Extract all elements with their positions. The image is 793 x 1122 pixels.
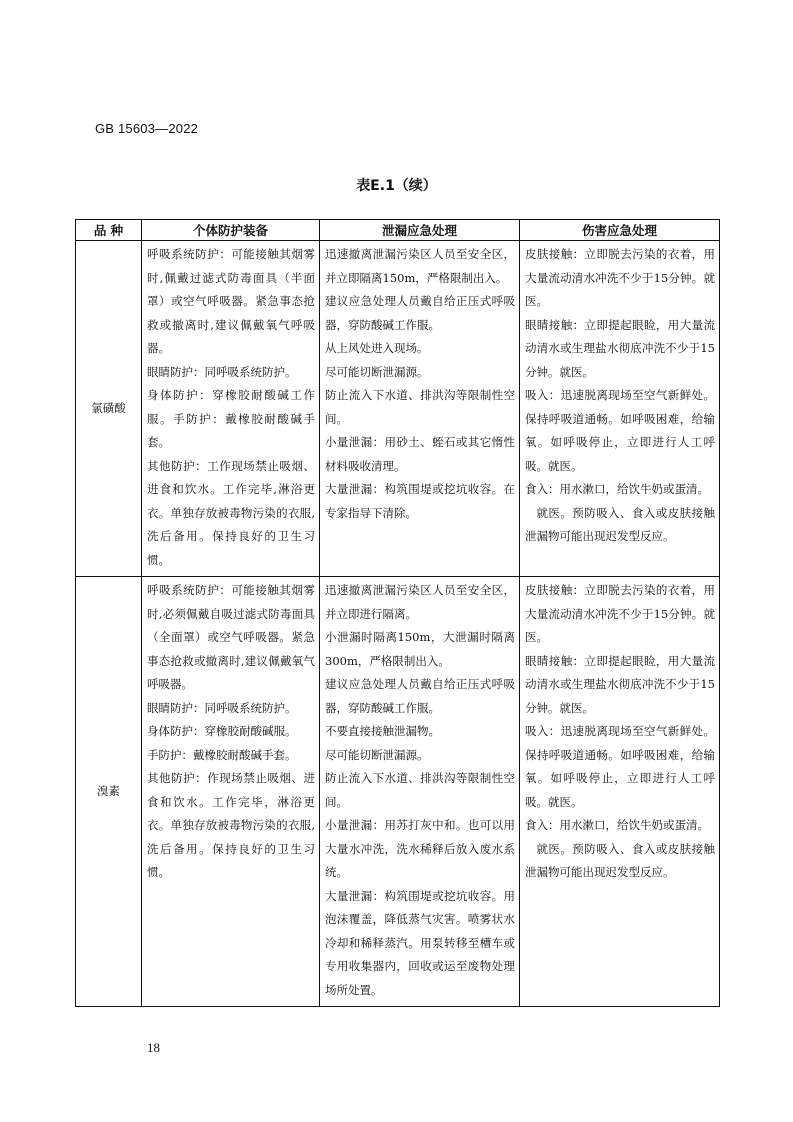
injury-text: 眼睛接触：立即提起眼睑，用大量流动清水或生理盐水彻底冲洗不少于15分钟。就医。 [525, 317, 715, 379]
table-row [76, 241, 720, 577]
injury-cell [520, 577, 720, 1007]
injury-text: 食入：用水漱口，给饮牛奶或蛋清。 [525, 818, 709, 832]
leak-text: 尽可能切断泄漏源。 [325, 747, 429, 762]
ppe-text: 其他防护：作现场禁止吸烟、进食和饮水。工作完毕，淋浴更衣。单独存放被毒物污染的衣服,洗后备用。保持良好的卫生习惯。 [147, 771, 315, 879]
table-row [76, 577, 720, 1007]
leak-text: 建议应急处理人员戴自给正压式呼吸器，穿防酸碱工作服。 [325, 294, 515, 332]
emergency-table [75, 219, 720, 1007]
injury-text: 吸入：迅速脱离现场至空气新鲜处。保持呼吸道通畅。如呼吸困难，给输氧。如呼吸停止，立即进行人工呼吸。就医。 [525, 388, 715, 473]
injury-text: 就医。预防吸入、食入或皮肤接触泄漏物可能出现迟发型反应。 [525, 505, 715, 543]
leak-text: 迅速撤离泄漏污染区人员至安全区，并立即进行隔离。 [325, 583, 515, 621]
column-header-ppe: 个体防护装备 [142, 220, 320, 241]
leak-text: 建议应急处理人员戴自给正压式呼吸器，穿防酸碱工作服。 [325, 677, 515, 715]
leak-cell [320, 577, 520, 1007]
injury-text: 皮肤接触：立即脱去污染的衣着，用大量流动清水冲洗不少于15分钟。就医。 [525, 247, 715, 308]
leak-text: 防止流入下水道、排洪沟等限制性空间。 [325, 771, 515, 809]
leak-cell [320, 241, 520, 577]
ppe-text: 手防护：戴橡胶耐酸碱手套。 [147, 747, 297, 762]
column-header-name: 品 种 [76, 220, 142, 241]
leak-text: 从上风处进入现场。 [325, 341, 429, 355]
leak-text: 不要直接接触泄漏物。 [325, 724, 440, 738]
substance-name: 溴素 [76, 577, 142, 1007]
leak-text: 小量泄漏：用苏打灰中和。也可以用大量水冲洗，洗水稀释后放入废水系统。 [325, 818, 515, 879]
leak-text: 小泄漏时隔离150m，大泄漏时隔离300m，严格限制出入。 [325, 630, 515, 668]
leak-text: 大量泄漏：构筑围堤或挖坑收容。用泡沫覆盖，降低蒸气灾害。喷雾状水冷却和稀释蒸汽。用泵转移至槽车或专用收集器内，回收或运至废物处理场所处置。 [325, 888, 515, 997]
standard-code: GB 15603—2022 [95, 121, 199, 136]
table-header-row [76, 220, 720, 241]
ppe-text: 眼睛防护：同呼吸系统防护。 [147, 700, 297, 715]
injury-text: 吸入：迅速脱离现场至空气新鲜处。保持呼吸道通畅。如呼吸困难，给输氧。如呼吸停止，立即进行人工呼吸。就医。 [525, 724, 715, 809]
injury-text: 眼睛接触：立即提起眼睑，用大量流动清水或生理盐水彻底冲洗不少于15分钟。就医。 [525, 653, 715, 715]
ppe-text: 身体防护：穿橡胶耐酸碱工作服。手防护：戴橡胶耐酸碱手套。 [147, 388, 315, 449]
ppe-text: 呼吸系统防护：可能接触其烟雾时,必须佩戴自吸过滤式防毒面具（全面罩）或空气呼吸器。紧急事态抢救或撤离时,建议佩戴氧气呼吸器。 [147, 583, 315, 691]
page-number: 18 [147, 1040, 160, 1055]
injury-text: 食入：用水漱口，给饮牛奶或蛋清。 [525, 482, 709, 496]
substance-name: 氯磺酸 [76, 241, 142, 577]
ppe-text: 呼吸系统防护：可能接触其烟雾时,佩戴过滤式防毒面具（半面罩）或空气呼吸器。紧急事态抢救或撤离时,建议佩戴氧气呼吸器。 [147, 247, 315, 355]
ppe-text: 眼睛防护：同呼吸系统防护。 [147, 364, 297, 379]
ppe-cell [142, 241, 320, 577]
injury-cell [520, 241, 720, 577]
ppe-text: 其他防护：工作现场禁止吸烟、进食和饮水。工作完毕,淋浴更衣。单独存放被毒物污染的衣服,洗后备用。保持良好的卫生习惯。 [147, 458, 315, 567]
leak-text: 防止流入下水道、排洪沟等限制性空间。 [325, 388, 515, 426]
leak-text: 迅速撤离泄漏污染区人员至安全区，并立即隔离150m，严格限制出入。 [325, 247, 515, 285]
column-header-injury: 伤害应急处理 [520, 220, 720, 241]
ppe-cell [142, 577, 320, 1007]
leak-text: 小量泄漏：用砂土、蛭石或其它惰性材料吸收清理。 [325, 435, 515, 473]
column-header-leak: 泄漏应急处理 [320, 220, 520, 241]
leak-text: 尽可能切断泄漏源。 [325, 364, 429, 379]
ppe-text: 身体防护：穿橡胶耐酸碱服。 [147, 724, 297, 738]
table-title: 表E.1（续） [356, 178, 437, 194]
injury-text: 就医。预防吸入、食入或皮肤接触泄漏物可能出现迟发型反应。 [525, 841, 715, 879]
leak-text: 大量泄漏：构筑围堤或挖坑收容。在专家指导下清除。 [325, 482, 515, 520]
injury-text: 皮肤接触：立即脱去污染的衣着，用大量流动清水冲洗不少于15分钟。就医。 [525, 583, 715, 644]
